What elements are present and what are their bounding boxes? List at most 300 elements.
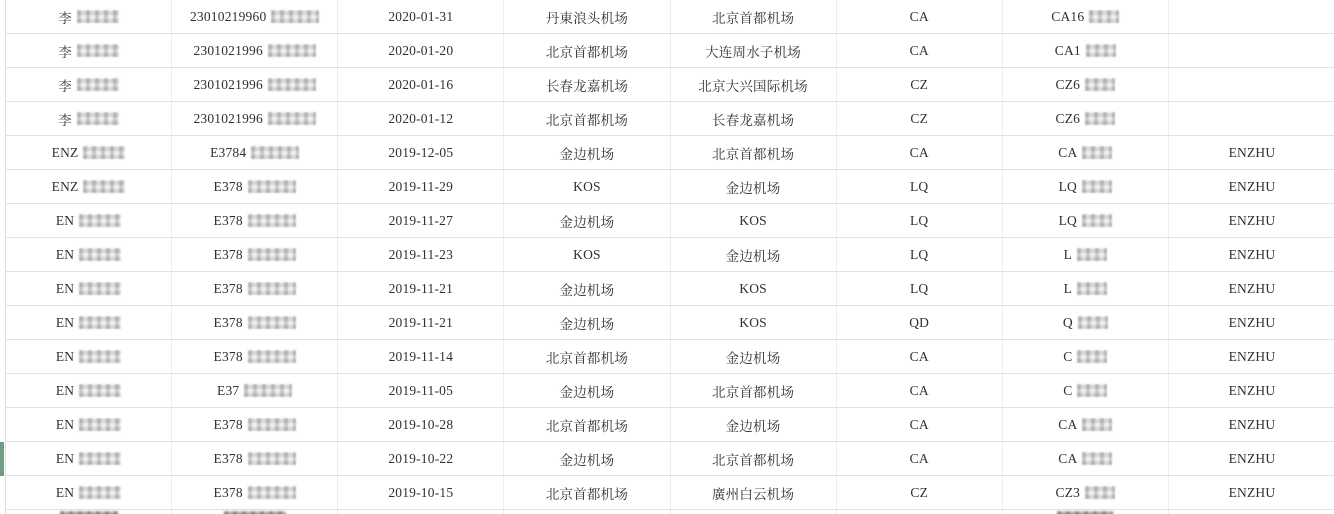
cell-departure-airport[interactable] (504, 136, 670, 169)
cell-arrival-airport-text: 廣州白云机场 (711, 486, 795, 502)
cell-passenger-name[interactable] (6, 340, 172, 373)
cell-flight-number[interactable] (1003, 442, 1169, 475)
cell-id-number-text: E378 (213, 178, 243, 194)
cell-airline-code[interactable] (837, 68, 1003, 101)
cell-flight-date[interactable] (338, 0, 504, 33)
redaction-blur (244, 384, 292, 397)
cell-flight-date[interactable] (338, 68, 504, 101)
cell-arrival-airport[interactable] (671, 170, 837, 203)
cell-departure-airport (504, 510, 670, 514)
cell-id-number[interactable] (172, 68, 338, 101)
cell-flight-number-text: Q (1062, 314, 1073, 330)
redaction-blur (79, 384, 121, 397)
cell-passenger-code[interactable] (1169, 374, 1334, 407)
cell-flight-date-text: 2019-11-21 (388, 280, 454, 296)
redaction-blur (248, 316, 296, 329)
cell-airline-code[interactable] (837, 340, 1003, 373)
cell-airline-code-text: CZ (910, 76, 929, 92)
cell-passenger-name[interactable] (6, 34, 172, 67)
redaction-blur (1082, 180, 1112, 193)
cell-passenger-name[interactable] (6, 272, 172, 305)
redaction-blur (1077, 350, 1107, 363)
redaction-blur (1085, 78, 1115, 91)
cell-departure-airport-text: 北京首都机场 (545, 486, 629, 502)
cell-passenger-name[interactable] (6, 442, 172, 475)
cell-arrival-airport[interactable] (671, 0, 837, 33)
table-row[interactable] (6, 340, 1334, 374)
table-row[interactable] (6, 476, 1334, 510)
cell-flight-number[interactable] (1003, 0, 1169, 33)
cell-departure-airport[interactable] (504, 34, 670, 67)
cell-id-number[interactable] (172, 442, 338, 475)
cell-arrival-airport-text: 北京首都机场 (711, 146, 795, 162)
table-row[interactable] (6, 0, 1334, 34)
cell-flight-number-text: CZ6 (1055, 110, 1081, 126)
cell-flight-number-text: L (1063, 246, 1073, 262)
cell-airline-code[interactable] (837, 306, 1003, 339)
cell-passenger-code[interactable] (1169, 34, 1334, 67)
cell-passenger-name-text: EN (55, 450, 75, 466)
cell-flight-number[interactable] (1003, 102, 1169, 135)
cell-id-number[interactable] (172, 408, 338, 441)
cell-flight-number-text: CZ3 (1055, 484, 1081, 500)
cell-id-number (172, 510, 338, 514)
cell-passenger-name[interactable] (6, 238, 172, 271)
cell-flight-date-text: 2020-01-12 (388, 110, 454, 126)
cell-airline-code-text: CA (909, 42, 929, 58)
cell-arrival-airport (671, 510, 837, 514)
cell-flight-date[interactable] (338, 272, 504, 305)
cell-airline-code[interactable] (837, 476, 1003, 509)
cell-arrival-airport[interactable] (671, 238, 837, 271)
selected-row-marker (0, 442, 4, 476)
redaction-blur (77, 78, 119, 91)
cell-flight-number[interactable] (1003, 340, 1169, 373)
cell-departure-airport-text: 金边机场 (559, 282, 615, 298)
cell-passenger-name (6, 510, 172, 514)
cell-departure-airport[interactable] (504, 306, 670, 339)
cell-flight-date[interactable] (338, 102, 504, 135)
cell-passenger-code[interactable] (1169, 238, 1334, 271)
cell-arrival-airport-text: 北京大兴国际机场 (698, 78, 808, 94)
redaction-blur (248, 180, 296, 193)
redaction-blur (79, 214, 121, 227)
table-row[interactable] (6, 204, 1334, 238)
cell-arrival-airport[interactable] (671, 442, 837, 475)
cell-passenger-code[interactable] (1169, 102, 1334, 135)
cell-passenger-name[interactable] (6, 408, 172, 441)
cell-id-number-text: E37 (217, 382, 240, 398)
cell-arrival-airport-text: 大连周水子机场 (705, 44, 802, 60)
redaction-blur (271, 10, 319, 23)
redaction-blur (1082, 214, 1112, 227)
redaction-blur (248, 486, 296, 499)
cell-airline-code-text: CA (909, 416, 929, 432)
cell-flight-date[interactable] (338, 374, 504, 407)
redaction-blur (248, 452, 296, 465)
cell-passenger-code-text: ENZHU (1228, 484, 1276, 500)
cell-arrival-airport-text: 金边机场 (725, 350, 781, 366)
cell-airline-code-text: LQ (909, 280, 929, 296)
cell-flight-number[interactable] (1003, 374, 1169, 407)
redaction-blur (79, 418, 121, 431)
cell-passenger-name-text: 李 (58, 10, 72, 26)
cell-departure-airport[interactable] (504, 374, 670, 407)
cell-flight-date-text: 2020-01-31 (388, 8, 454, 24)
cell-flight-date[interactable] (338, 306, 504, 339)
cell-departure-airport-text: 金边机场 (559, 316, 615, 332)
redaction-blur (1086, 44, 1116, 57)
redaction-blur (268, 112, 316, 125)
cell-flight-number[interactable] (1003, 306, 1169, 339)
cell-airline-code-text: LQ (909, 212, 929, 228)
cell-departure-airport-text: 北京首都机场 (545, 44, 629, 60)
cell-flight-number-text: LQ (1058, 178, 1078, 194)
cell-flight-date-text: 2019-10-15 (388, 484, 454, 500)
table-row-partial[interactable] (6, 510, 1334, 514)
cell-flight-number-text: CZ6 (1055, 76, 1081, 92)
cell-flight-number[interactable] (1003, 476, 1169, 509)
redaction-blur (77, 44, 119, 57)
cell-passenger-code[interactable] (1169, 272, 1334, 305)
cell-arrival-airport-text: 北京首都机场 (711, 384, 795, 400)
table-row[interactable] (6, 272, 1334, 306)
cell-arrival-airport[interactable] (671, 102, 837, 135)
cell-arrival-airport[interactable] (671, 476, 837, 509)
cell-passenger-code[interactable] (1169, 340, 1334, 373)
redaction-blur (248, 418, 296, 431)
cell-id-number[interactable] (172, 374, 338, 407)
cell-passenger-code-text: ENZHU (1228, 450, 1276, 466)
cell-departure-airport-text: 丹東浪头机场 (545, 10, 629, 26)
cell-flight-date[interactable] (338, 340, 504, 373)
cell-passenger-code[interactable] (1169, 306, 1334, 339)
cell-departure-airport-text: 金边机场 (559, 214, 615, 230)
cell-passenger-name[interactable] (6, 374, 172, 407)
cell-id-number[interactable] (172, 204, 338, 237)
cell-airline-code[interactable] (837, 408, 1003, 441)
cell-passenger-code[interactable] (1169, 68, 1334, 101)
cell-arrival-airport-text: 北京首都机场 (711, 10, 795, 26)
cell-flight-date-text: 2019-12-05 (388, 144, 454, 160)
redaction-blur (1082, 146, 1112, 159)
cell-id-number-text: E378 (213, 314, 243, 330)
cell-flight-date[interactable] (338, 442, 504, 475)
redaction-blur (268, 44, 316, 57)
cell-airline-code[interactable] (837, 34, 1003, 67)
cell-airline-code (837, 510, 1003, 514)
cell-id-number-text: E378 (213, 484, 243, 500)
table-row[interactable] (6, 170, 1334, 204)
redaction-blur (79, 350, 121, 363)
redaction-blur (79, 316, 121, 329)
cell-passenger-name-text: EN (55, 382, 75, 398)
cell-arrival-airport[interactable] (671, 34, 837, 67)
redaction-blur (248, 214, 296, 227)
cell-passenger-name[interactable] (6, 306, 172, 339)
redaction-blur (1085, 486, 1115, 499)
cell-departure-airport[interactable] (504, 170, 670, 203)
cell-flight-number[interactable] (1003, 68, 1169, 101)
cell-flight-number[interactable] (1003, 34, 1169, 67)
cell-flight-date[interactable] (338, 204, 504, 237)
cell-flight-number-text: CA (1058, 144, 1078, 160)
cell-departure-airport[interactable] (504, 238, 670, 271)
cell-flight-number (1003, 510, 1169, 514)
table-row[interactable] (6, 102, 1334, 136)
cell-flight-number-text: C (1063, 348, 1073, 364)
cell-flight-date-text: 2019-11-23 (388, 246, 454, 262)
cell-passenger-code-text: ENZHU (1228, 280, 1276, 296)
cell-passenger-code (1169, 510, 1334, 514)
cell-flight-number-text: CA (1058, 416, 1078, 432)
cell-passenger-code-text: ENZHU (1228, 348, 1276, 364)
cell-passenger-code[interactable] (1169, 204, 1334, 237)
cell-id-number[interactable] (172, 0, 338, 33)
cell-passenger-name-text: EN (55, 246, 75, 262)
cell-departure-airport[interactable] (504, 442, 670, 475)
cell-passenger-name-text: 李 (58, 78, 72, 94)
redaction-blur (248, 350, 296, 363)
cell-arrival-airport[interactable] (671, 340, 837, 373)
cell-departure-airport-text: 长春龙嘉机场 (545, 78, 629, 94)
cell-passenger-name[interactable] (6, 204, 172, 237)
cell-arrival-airport-text: 金边机场 (725, 418, 781, 434)
redaction-blur (1089, 10, 1119, 23)
cell-passenger-name[interactable] (6, 0, 172, 33)
cell-airline-code[interactable] (837, 102, 1003, 135)
cell-departure-airport[interactable] (504, 340, 670, 373)
cell-arrival-airport-text: KOS (739, 280, 767, 296)
cell-id-number-text: 2301021996 (193, 76, 263, 92)
table-row[interactable] (6, 408, 1334, 442)
flight-records-table (5, 0, 1334, 514)
cell-arrival-airport[interactable] (671, 306, 837, 339)
cell-flight-date[interactable] (338, 408, 504, 441)
cell-passenger-name[interactable] (6, 476, 172, 509)
redaction-blur (1077, 248, 1107, 261)
cell-arrival-airport[interactable] (671, 204, 837, 237)
redaction-blur (79, 452, 121, 465)
cell-departure-airport-text: 北京首都机场 (545, 350, 629, 366)
cell-passenger-name[interactable] (6, 68, 172, 101)
cell-departure-airport[interactable] (504, 476, 670, 509)
cell-passenger-code[interactable] (1169, 136, 1334, 169)
redaction-blur (1077, 282, 1107, 295)
redaction-blur (79, 486, 121, 499)
table-row[interactable] (6, 306, 1334, 340)
cell-arrival-airport-text: 长春龙嘉机场 (711, 112, 795, 128)
cell-flight-number-text: CA (1058, 450, 1078, 466)
cell-airline-code-text: LQ (909, 246, 929, 262)
cell-id-number-text: E378 (213, 348, 243, 364)
redaction-blur (79, 248, 121, 261)
cell-airline-code-text: QD (909, 314, 930, 330)
redaction-blur (1077, 384, 1107, 397)
cell-flight-date-text: 2019-10-22 (388, 450, 454, 466)
cell-flight-date-text: 2019-11-21 (388, 314, 454, 330)
cell-passenger-name[interactable] (6, 136, 172, 169)
cell-flight-date-text: 2019-11-05 (388, 382, 454, 398)
cell-flight-date-text: 2019-11-29 (388, 178, 454, 194)
cell-departure-airport[interactable] (504, 408, 670, 441)
cell-flight-number[interactable] (1003, 204, 1169, 237)
redaction-blur (77, 112, 119, 125)
cell-flight-number-text: CA16 (1051, 8, 1085, 24)
cell-airline-code[interactable] (837, 136, 1003, 169)
cell-passenger-code[interactable] (1169, 170, 1334, 203)
redaction-blur (248, 248, 296, 261)
cell-passenger-name-text: EN (55, 348, 75, 364)
cell-passenger-code[interactable] (1169, 442, 1334, 475)
redaction-blur (248, 282, 296, 295)
cell-passenger-code-text: ENZHU (1228, 246, 1276, 262)
cell-departure-airport-text: 金边机场 (559, 146, 615, 162)
cell-id-number[interactable] (172, 102, 338, 135)
cell-id-number-text: 2301021996 (193, 42, 263, 58)
cell-arrival-airport[interactable] (671, 408, 837, 441)
cell-flight-date-text: 2020-01-16 (388, 76, 454, 92)
cell-flight-date-text: 2019-11-14 (388, 348, 454, 364)
cell-airline-code-text: CA (909, 348, 929, 364)
table-row[interactable] (6, 374, 1334, 408)
cell-departure-airport[interactable] (504, 68, 670, 101)
cell-flight-date-text: 2020-01-20 (388, 42, 454, 58)
cell-passenger-code-text: ENZHU (1228, 212, 1276, 228)
cell-airline-code-text: LQ (909, 178, 929, 194)
cell-departure-airport[interactable] (504, 0, 670, 33)
cell-id-number[interactable] (172, 476, 338, 509)
cell-id-number[interactable] (172, 238, 338, 271)
cell-departure-airport-text: 金边机场 (559, 384, 615, 400)
cell-airline-code[interactable] (837, 170, 1003, 203)
cell-departure-airport[interactable] (504, 272, 670, 305)
cell-flight-number-text: C (1063, 382, 1073, 398)
cell-flight-number[interactable] (1003, 136, 1169, 169)
cell-passenger-name-text: 李 (58, 112, 72, 128)
cell-airline-code[interactable] (837, 238, 1003, 271)
redaction-blur (1085, 112, 1115, 125)
table-row[interactable] (6, 442, 1334, 476)
cell-arrival-airport-text: KOS (739, 314, 767, 330)
cell-passenger-name-text: ENZ (51, 144, 79, 160)
cell-flight-date (338, 510, 504, 514)
cell-departure-airport[interactable] (504, 102, 670, 135)
cell-airline-code[interactable] (837, 204, 1003, 237)
cell-passenger-code-text: ENZHU (1228, 416, 1276, 432)
cell-airline-code[interactable] (837, 442, 1003, 475)
cell-flight-date[interactable] (338, 238, 504, 271)
cell-flight-date[interactable] (338, 136, 504, 169)
cell-departure-airport[interactable] (504, 204, 670, 237)
cell-flight-number[interactable] (1003, 170, 1169, 203)
cell-passenger-name-text: 李 (58, 44, 72, 60)
cell-airline-code-text: CA (909, 8, 929, 24)
table-row[interactable] (6, 68, 1334, 102)
redaction-blur (77, 10, 119, 23)
cell-id-number[interactable] (172, 34, 338, 67)
cell-airline-code-text: CA (909, 144, 929, 160)
redaction-blur (79, 282, 121, 295)
cell-passenger-code-text: ENZHU (1228, 314, 1276, 330)
cell-flight-number-text: LQ (1058, 212, 1078, 228)
cell-departure-airport-text: 北京首都机场 (545, 112, 629, 128)
cell-airline-code-text: CZ (910, 110, 929, 126)
cell-id-number-text: E378 (213, 416, 243, 432)
cell-arrival-airport-text: 北京首都机场 (711, 452, 795, 468)
redaction-blur (268, 78, 316, 91)
cell-passenger-name-text: EN (55, 484, 75, 500)
cell-airline-code-text: CA (909, 450, 929, 466)
cell-passenger-code[interactable] (1169, 476, 1334, 509)
cell-passenger-name[interactable] (6, 170, 172, 203)
cell-flight-date[interactable] (338, 476, 504, 509)
cell-passenger-name-text: EN (55, 416, 75, 432)
cell-id-number-text: 23010219960 (189, 8, 267, 24)
cell-airline-code[interactable] (837, 272, 1003, 305)
cell-passenger-code-text: ENZHU (1228, 178, 1276, 194)
cell-departure-airport-text: KOS (573, 178, 601, 194)
redaction-blur (251, 146, 299, 159)
cell-arrival-airport[interactable] (671, 374, 837, 407)
cell-id-number-text: E378 (213, 450, 243, 466)
cell-flight-number-text: CA1 (1054, 42, 1081, 58)
cell-id-number[interactable] (172, 306, 338, 339)
cell-arrival-airport[interactable] (671, 136, 837, 169)
cell-id-number-text: 2301021996 (193, 110, 263, 126)
cell-id-number[interactable] (172, 272, 338, 305)
cell-flight-number[interactable] (1003, 272, 1169, 305)
redaction-blur (83, 180, 125, 193)
table-row[interactable] (6, 238, 1334, 272)
cell-arrival-airport[interactable] (671, 272, 837, 305)
cell-airline-code[interactable] (837, 0, 1003, 33)
cell-arrival-airport-text: KOS (739, 212, 767, 228)
redaction-blur (83, 146, 125, 159)
cell-departure-airport-text: 北京首都机场 (545, 418, 629, 434)
cell-id-number-text: E378 (213, 246, 243, 262)
cell-arrival-airport[interactable] (671, 68, 837, 101)
cell-passenger-name[interactable] (6, 102, 172, 135)
table-row[interactable] (6, 136, 1334, 170)
cell-passenger-code-text: ENZHU (1228, 382, 1276, 398)
cell-arrival-airport-text: 金边机场 (725, 248, 781, 264)
cell-id-number[interactable] (172, 340, 338, 373)
cell-flight-date-text: 2019-11-27 (388, 212, 454, 228)
cell-passenger-code[interactable] (1169, 408, 1334, 441)
cell-passenger-name-text: ENZ (51, 178, 79, 194)
cell-passenger-code-text: ENZHU (1228, 144, 1276, 160)
cell-flight-number[interactable] (1003, 408, 1169, 441)
cell-flight-number-text: L (1063, 280, 1073, 296)
cell-flight-date[interactable] (338, 34, 504, 67)
cell-flight-date-text: 2019-10-28 (388, 416, 454, 432)
cell-id-number[interactable] (172, 170, 338, 203)
cell-passenger-code[interactable] (1169, 0, 1334, 33)
table-row[interactable] (6, 34, 1334, 68)
cell-id-number-text: E3784 (210, 144, 247, 160)
cell-departure-airport-text: KOS (573, 246, 601, 262)
cell-flight-number[interactable] (1003, 238, 1169, 271)
cell-id-number-text: E378 (213, 212, 243, 228)
cell-flight-date[interactable] (338, 170, 504, 203)
cell-id-number[interactable] (172, 136, 338, 169)
redaction-blur (1078, 316, 1108, 329)
cell-arrival-airport-text: 金边机场 (725, 180, 781, 196)
cell-passenger-name-text: EN (55, 314, 75, 330)
redaction-blur (1082, 418, 1112, 431)
cell-airline-code[interactable] (837, 374, 1003, 407)
